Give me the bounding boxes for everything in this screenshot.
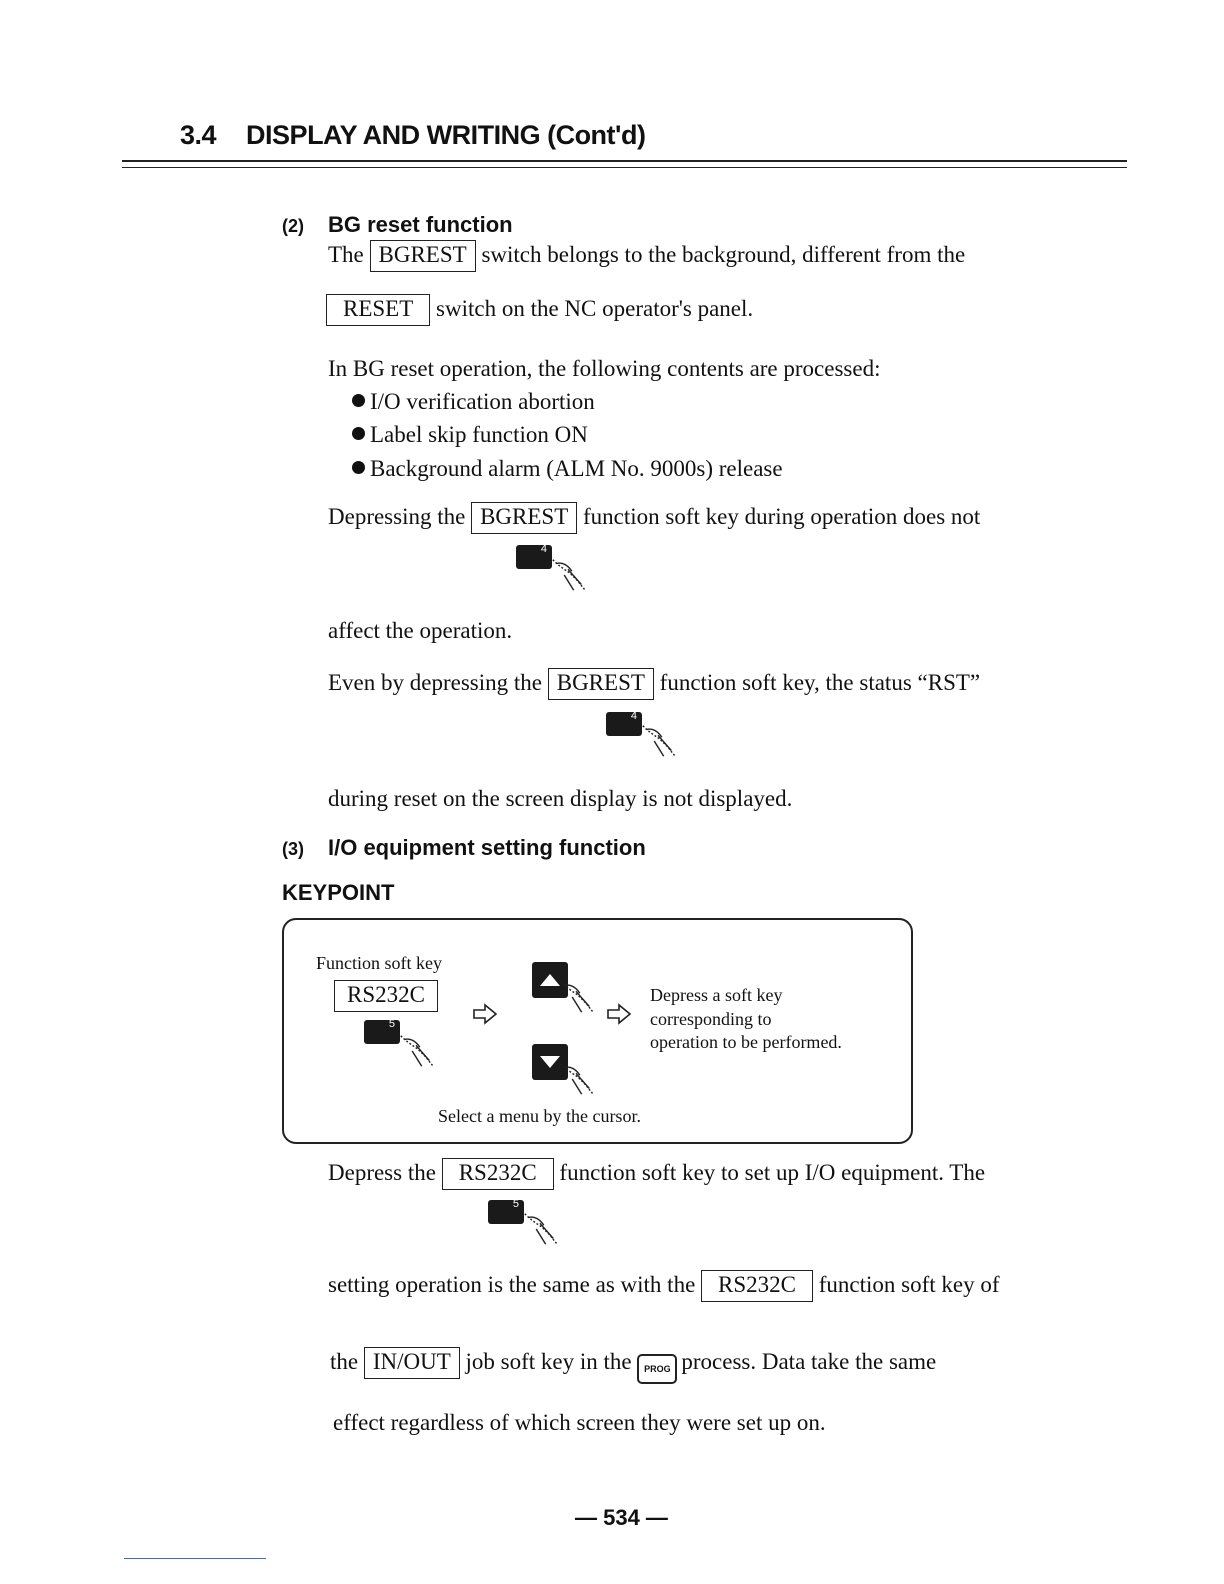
arrow-right-icon bbox=[606, 1003, 632, 1025]
header-rule-bottom bbox=[122, 167, 1127, 168]
list-item: Background alarm (ALM No. 9000s) release bbox=[352, 456, 783, 482]
soft-key-icon: 4 bbox=[516, 545, 552, 569]
rs232c-softkey-label: RS232C bbox=[442, 1158, 554, 1190]
prog-key-icon: PROG bbox=[637, 1354, 677, 1384]
reset-switch-label: RESET bbox=[326, 294, 430, 326]
keypoint-desc-1: Depress a soft key bbox=[650, 985, 783, 1005]
bgrest-softkey-label: BGREST bbox=[548, 668, 654, 700]
list-item: Label skip function ON bbox=[352, 422, 588, 448]
keypoint-desc-3: operation to be performed. bbox=[650, 1032, 842, 1052]
in-out-job-key-label: IN/OUT bbox=[364, 1347, 460, 1379]
keypoint-label: KEYPOINT bbox=[282, 880, 395, 905]
keypoint-desc-2: corresponding to bbox=[650, 1009, 772, 1029]
subsection-2-heading: (2) BG reset function bbox=[282, 212, 513, 237]
page-header bbox=[180, 120, 645, 151]
list-item: I/O verification abortion bbox=[352, 389, 595, 415]
section-title: DISPLAY AND WRITING (Cont'd) bbox=[246, 120, 646, 150]
pressing-hand-icon bbox=[548, 556, 588, 594]
header-rule-top bbox=[122, 160, 1127, 162]
soft-key-icon: 5 bbox=[488, 1200, 524, 1224]
rs232c-key-box: RS232C bbox=[334, 980, 438, 1012]
bullet-icon bbox=[352, 461, 365, 474]
soft-key-icon: 5 bbox=[364, 1020, 400, 1044]
subsection-3-heading: (3) I/O equipment setting function bbox=[282, 835, 646, 860]
s2-para-2: Even by depressing the BGREST function soft key, the status “RST” bbox=[328, 668, 980, 700]
s2-para-1: Depressing the BGREST function soft key during operation does not bbox=[328, 502, 980, 534]
section-number: 3.4 bbox=[180, 120, 217, 150]
s2-para-1-end: affect the operation. bbox=[328, 618, 513, 643]
keypoint-caption: Select a menu by the cursor. bbox=[438, 1106, 641, 1126]
pressing-hand-icon bbox=[396, 1032, 436, 1070]
pressing-hand-icon bbox=[556, 1060, 596, 1098]
s3-para-4: effect regardless of which screen they were set up on. bbox=[333, 1410, 826, 1435]
bgrest-softkey-label: BGREST bbox=[471, 502, 577, 534]
s3-para-3: the IN/OUT job soft key in the PROG process. Data take the same bbox=[330, 1347, 936, 1384]
function-soft-key-label: Function soft key bbox=[316, 953, 442, 973]
pressing-hand-icon bbox=[638, 722, 678, 760]
s3-para-1: Depress the RS232C function soft key to set up I/O equipment. The bbox=[328, 1158, 985, 1190]
page-number: — 534 — bbox=[575, 1505, 668, 1530]
footer-line bbox=[124, 1558, 266, 1559]
pressing-hand-icon bbox=[556, 978, 596, 1016]
pressing-hand-icon bbox=[520, 1210, 560, 1248]
arrow-right-icon bbox=[472, 1003, 498, 1025]
s2-intro: In BG reset operation, the following contents are processed: bbox=[328, 356, 881, 381]
s2-line-1: The BGREST switch belongs to the background, different from the bbox=[328, 240, 965, 272]
soft-key-icon: 4 bbox=[606, 712, 642, 736]
bullet-icon bbox=[352, 394, 365, 407]
bullet-icon bbox=[352, 427, 365, 440]
bgrest-switch-label: BGREST bbox=[370, 240, 476, 272]
s3-para-2: setting operation is the same as with the RS232C function soft key of bbox=[328, 1270, 1000, 1302]
s2-para-2-end: during reset on the screen display is not displayed. bbox=[328, 786, 793, 811]
s2-line-2: RESET switch on the NC operator's panel. bbox=[326, 294, 753, 326]
rs232c-softkey-label: RS232C bbox=[701, 1270, 813, 1302]
